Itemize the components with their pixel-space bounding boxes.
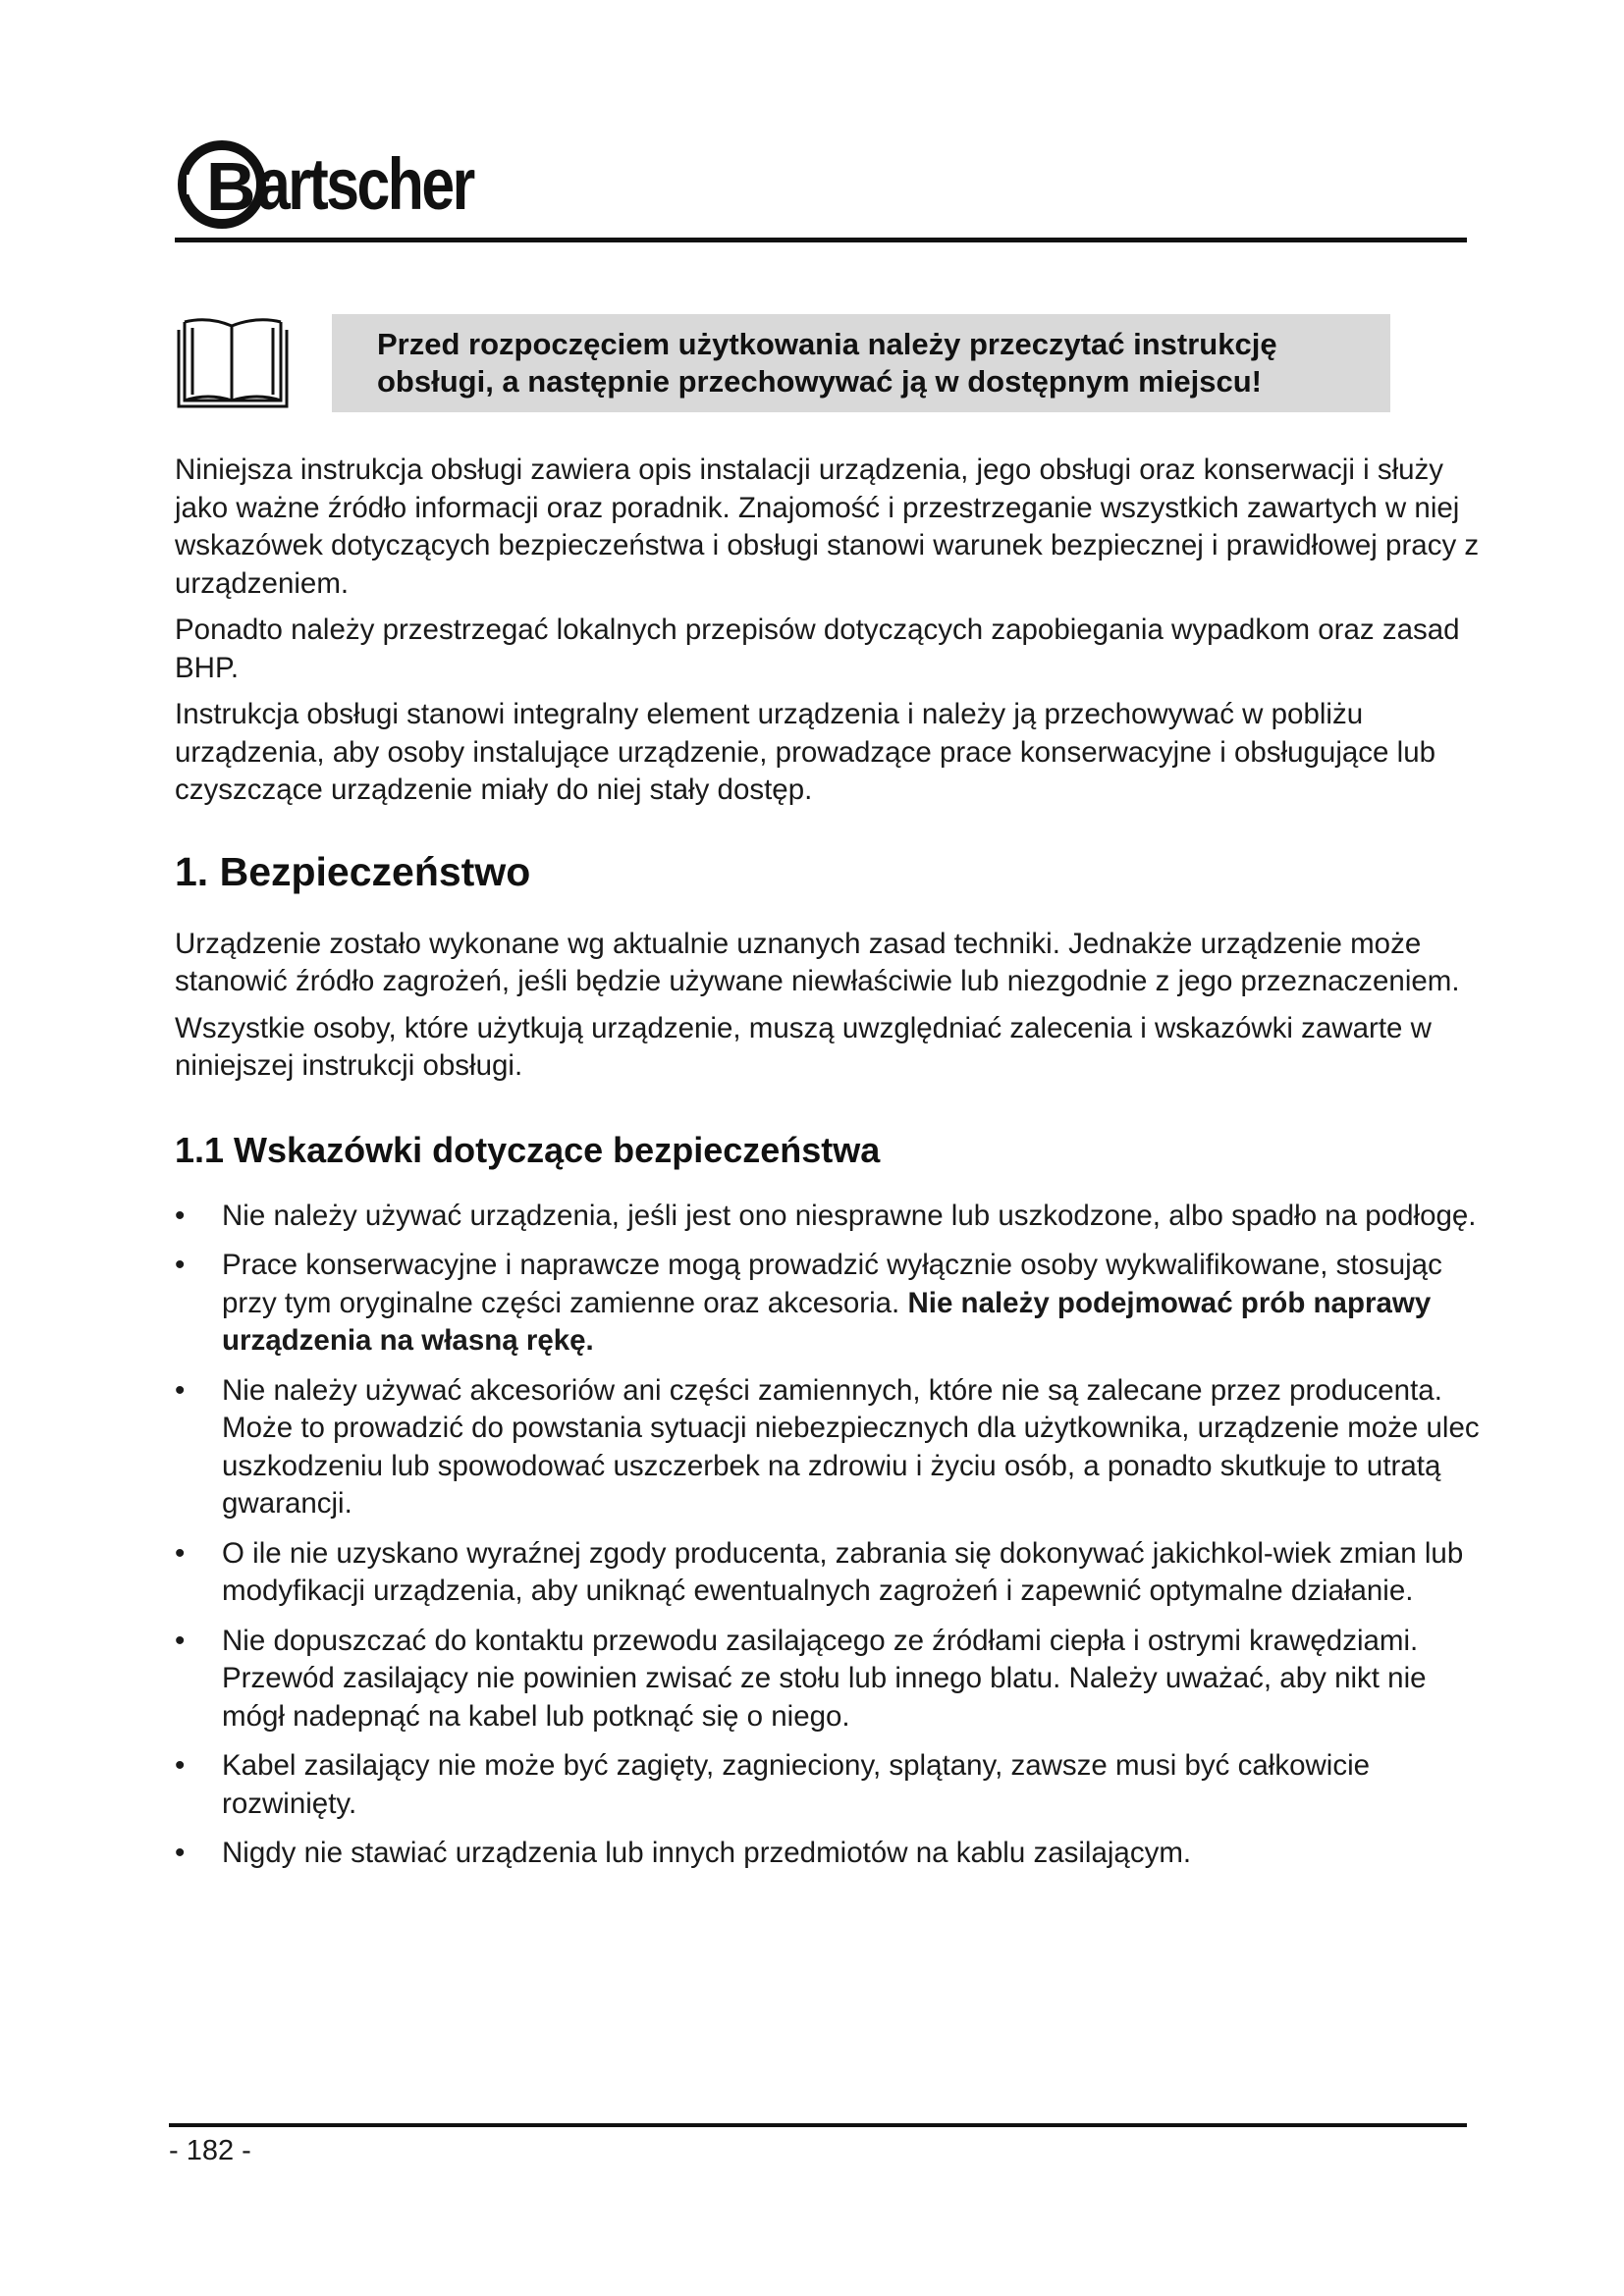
bullet-icon: •: [175, 1837, 186, 1869]
main-content: [175, 452, 1490, 1885]
intro-paragraph: Instrukcja obsługi stanowi integralny element urządzenia i należy ją przechowywać w pobliżu urządzenia, aby osoby instalujące urządzenie, prowadzące prace konserwacyjne i obsługujące lub czyszczące urządzenie miały do niej stały dostęp.: [175, 698, 1436, 806]
book-icon: [175, 316, 291, 412]
list-item: [175, 1198, 1490, 1236]
list-item: [175, 1835, 1490, 1873]
list-item: [175, 1535, 1490, 1611]
notice-line-1: Przed rozpoczęciem użytkowania należy przeczytać instrukcję: [377, 327, 1277, 361]
list-item-text: Nie należy używać akcesoriów ani części zamiennych, które nie są zalecane przez producenta. Może to prowadzić do powstania sytuacji niebezpiecznych dla użytkownika, urządzenie może ulec uszkodzeniu lub spowodować uszczerbek na zdrowiu i życiu osób, a ponadto skutkuje to utratą gwarancji.: [222, 1373, 1480, 1520]
footer-divider: [169, 2123, 1467, 2127]
list-item: [175, 1247, 1490, 1361]
intro-paragraph: Ponadto należy przestrzegać lokalnych przepisów dotyczących zapobiegania wypadkom oraz zasad BHP.: [175, 614, 1460, 684]
list-item-bold-text: Nie należy podejmować prób naprawy urządzenia na własną rękę.: [222, 1286, 1432, 1357]
list-item-text: Nie należy używać urządzenia, jeśli jest ono niesprawne lub uszkodzone, albo spadło na podłogę.: [222, 1199, 1477, 1232]
list-item-text: Nigdy nie stawiać urządzenia lub innych przedmiotów na kablu zasilającym.: [222, 1837, 1192, 1869]
page-number: - 182 -: [169, 2135, 251, 2166]
subsection-heading: 1.1 Wskazówki dotyczące bezpieczeństwa: [175, 1129, 881, 1170]
section-heading: 1. Bezpieczeństwo: [175, 848, 531, 894]
intro-paragraph: Niniejsza instrukcja obsługi zawiera opis instalacji urządzenia, jego obsługi oraz konserwacji i służy jako ważne źródło informacji oraz poradnik. Znajomość i przestrzeganie wszystkich zawartych w niej wskazówek dotyczących bezpieczeństwa i obsługi stanowi warunek bezpiecznej i prawidłowej pracy z urządzeniem.: [175, 454, 1480, 600]
list-item: [175, 1623, 1490, 1736]
bullet-icon: •: [175, 1624, 186, 1657]
section-paragraph: Urządzenie zostało wykonane wg aktualnie uznanych zasad techniki. Jednakże urządzenie może stanowić źródło zagrożeń, jeśli będzie używane niewłaściwie lub niezgodnie z jego przeznaczeniem.: [175, 927, 1460, 997]
list-item-text: Nie dopuszczać do kontaktu przewodu zasilającego ze źródłami ciepła i ostrymi krawędziami. Przewód zasilający nie powinien zwisać ze stołu lub innego blatu. Należy uważać, aby nikt nie mógł nadepnąć na kabel lub potknąć się o niego.: [222, 1624, 1427, 1733]
list-item-text: Kabel zasilający nie może być zagięty, zagnieciony, splątany, zawsze musi być całkowicie rozwinięty.: [222, 1749, 1371, 1820]
brand-logo: [177, 137, 520, 232]
section-paragraph: Wszystkie osoby, które użytkują urządzenie, muszą uwzględniać zalecenia i wskazówki zawarte w niniejszej instrukcji obsługi.: [175, 1011, 1432, 1082]
bullet-icon: •: [175, 1373, 186, 1407]
notice-line-2: obsługi, a następnie przechowywać ją w dostępnym miejscu!: [377, 364, 1262, 399]
header-divider: [175, 238, 1467, 242]
bartscher-logo-icon: [177, 137, 267, 232]
bullet-icon: •: [175, 1199, 186, 1232]
list-item-text: Prace konserwacyjne i naprawcze mogą prowadzić wyłącznie osoby wykwalifikowane, stosując przy tym oryginalne części zamienne oraz akcesoria.: [222, 1249, 1442, 1319]
list-item: [175, 1372, 1490, 1523]
list-item-text: O ile nie uzyskano wyraźnej zgody producenta, zabrania się dokonywać jakichkol-wiek zmian lub modyfikacji urządzenia, aby uniknąć ewentualnych zagrożeń i zapewnić optymalne działanie.: [222, 1536, 1464, 1607]
bullet-icon: •: [175, 1749, 186, 1782]
bullet-icon: •: [175, 1249, 186, 1281]
safety-list: [175, 1198, 1490, 1873]
list-item: [175, 1747, 1490, 1823]
read-manual-notice: [332, 314, 1390, 412]
brand-name: artscher: [257, 143, 473, 225]
bullet-icon: •: [175, 1536, 186, 1570]
svg-text:B: B: [206, 148, 256, 225]
